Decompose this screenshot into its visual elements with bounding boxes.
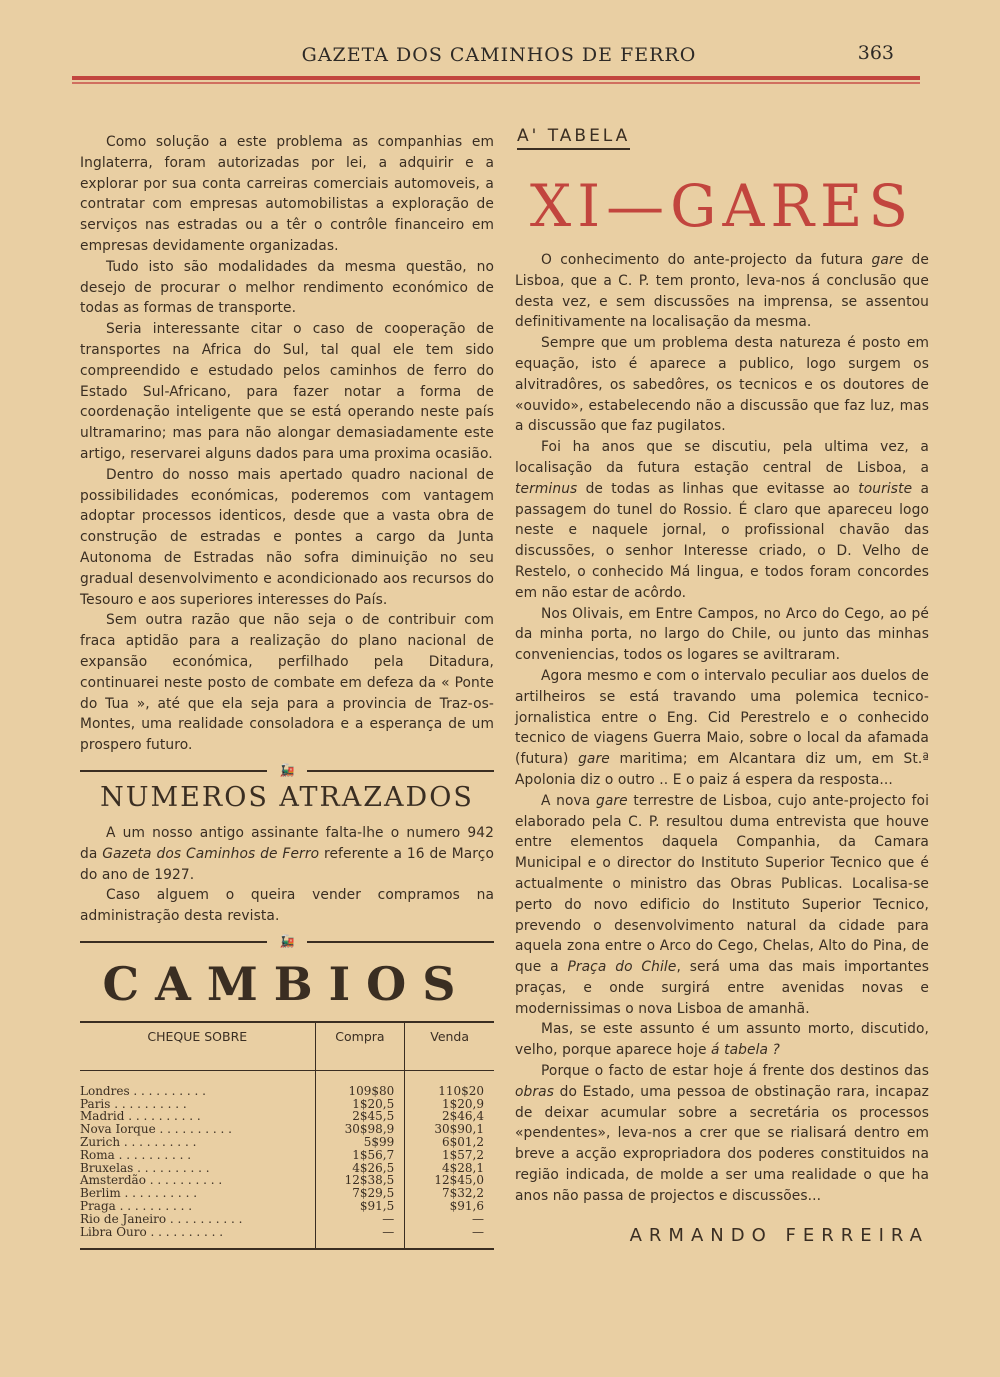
paragraph: Dentro do nosso mais apertado quadro nacional de possibilidades económicas, poderemos com vantagem adoptar processos identicos, desde que a vasta obra de construção de estradas e pontes a cargo da Junta Autonoma de Estradas não sofra diminuição no seu gradual desenvolvimento e acondicionado aos recursos do Tesouro e aos superiores interesses do País. (80, 466, 494, 608)
col-header-compra: Compra (315, 1022, 405, 1071)
paragraph: Seria interessante citar o caso de cooperação de transportes na Africa do Sul, tal qual ele tem sido compreendido e estudado pelos caminhos de ferro do Estado Sul-Africano, para fazer notar a forma de coordenação inteligente que se está operando neste país ultramarino; mas para não alongar demasiadamente este artigo, reservarei alguns dados para uma proxima ocasião. (80, 321, 494, 462)
venda-cell: 110$20 (405, 1085, 494, 1098)
section-divider (80, 764, 494, 778)
city-cell: Rio de Janeiro . . . . . . . . . . (80, 1211, 243, 1226)
header-rule-thin (72, 82, 920, 84)
city-cell: Paris . . . . . . . . . . (80, 1096, 187, 1111)
city-cell: Libra Ouro . . . . . . . . . . (80, 1224, 224, 1239)
paragraph: Sempre que um problema desta natureza é posto em equação, isto é aparece a publico, logo surgem os alvitradôres, os sabedôres, os tecnicos e os doutores de «ouvido», estabelecendo não a discussão que faz luz, mas a discussão que faz pugilatos. (515, 335, 929, 435)
author-signature: ARMANDO FERREIRA (629, 1224, 929, 1246)
header-rule (72, 76, 920, 80)
compra-cell: — (315, 1226, 405, 1239)
col-header-venda: Venda (405, 1022, 494, 1071)
city-cell: Praga . . . . . . . . . . (80, 1199, 193, 1214)
train-ornament-icon: 🚂 (267, 933, 307, 949)
city-cell: Madrid . . . . . . . . . . (80, 1109, 201, 1124)
city-cell: Roma . . . . . . . . . . (80, 1147, 192, 1162)
compra-cell: 109$80 (315, 1085, 405, 1098)
page-number: 363 (857, 42, 894, 64)
compra-cell: 1$20,5 (315, 1098, 405, 1111)
venda-cell: — (405, 1213, 494, 1226)
paragraph: Foi ha anos que se discutiu, pela ultima vez, a localisação da futura estação central de Lisboa, a terminus de todas as linhas que evitasse ao touriste a passagem do tunel do Rossio. É claro que apareceu logo neste e naquele jornal, o profissional chavão das discussões, o senhor Interesse criado, o D. Velho de Restelo, o conhecido Má lingua, e todos foram concordes em não estar de acôrdo. (515, 439, 929, 601)
paragraph: Mas, se este assunto é um assunto morto, discutido, velho, porque aparece hoje á tabela ? (515, 1021, 929, 1059)
compra-cell: $91,5 (315, 1200, 405, 1213)
venda-cell: 1$57,2 (405, 1149, 494, 1162)
right-column (515, 126, 929, 1246)
compra-cell: 4$26,5 (315, 1162, 405, 1175)
paragraph: Agora mesmo e com o intervalo peculiar aos duelos de artilheiros se está travando uma polemica tecnico-jornalistica entre o Eng. Cid Perestrelo e o conhecido tecnico de viagens Guerra Maio, sobre o local da afamada (futura) gare maritima; em Alcantara diz um, em St.ª Apolonia diz o outro .. E o paiz á espera da resposta... (515, 667, 929, 788)
venda-cell: 6$01,2 (405, 1136, 494, 1149)
venda-cell: 7$32,2 (405, 1187, 494, 1200)
cambios-heading: CAMBIOS (102, 956, 472, 1011)
paragraph: Como solução a este problema as companhias em Inglaterra, foram autorizadas por lei, a adquirir e a explorar por sua conta carreiras comerciais automoveis, a contratar com empresas automobilistas a exploração de serviços nas estradas ou a têr o contrôle financeiro em empresas devidamente organizadas. (80, 134, 494, 254)
venda-cell: $91,6 (405, 1200, 494, 1213)
publication-title: GAZETA DOS CAMINHOS DE FERRO (301, 44, 697, 66)
train-ornament-icon: 🚂 (267, 762, 307, 778)
compra-cell: 1$56,7 (315, 1149, 405, 1162)
compra-cell: — (315, 1213, 405, 1226)
city-cell: Londres . . . . . . . . . . (80, 1083, 206, 1098)
table-row (80, 1226, 494, 1239)
venda-cell: 30$90,1 (405, 1123, 494, 1136)
article-title: XI—GARES (529, 172, 915, 240)
city-cell: Zurich . . . . . . . . . . (80, 1135, 197, 1150)
compra-cell: 7$29,5 (315, 1187, 405, 1200)
venda-cell: 1$20,9 (405, 1098, 494, 1111)
venda-cell: 4$28,1 (405, 1162, 494, 1175)
left-column (80, 132, 494, 1250)
venda-cell: 12$45,0 (405, 1174, 494, 1187)
section-label: A' TABELA (517, 126, 630, 150)
compra-cell: 2$45,5 (315, 1110, 405, 1123)
paragraph: A um nosso antigo assinante falta-lhe o numero 942 da Gazeta dos Caminhos de Ferro referente a 16 de Março do ano de 1927. (80, 824, 495, 883)
city-cell: Amsterdão . . . . . . . . . . (80, 1173, 223, 1188)
numeros-atrazados-heading: NUMEROS ATRAZADOS (100, 781, 474, 813)
running-head (76, 42, 922, 70)
paragraph: Tudo isto são modalidades da mesma questão, no desejo de procurar o melhor rendimento económico de todas as formas de transporte. (80, 258, 494, 317)
compra-cell: 5$99 (315, 1136, 405, 1149)
paragraph: Nos Olivais, em Entre Campos, no Arco do Cego, ao pé da minha porta, no largo do Chile, ou junto das minhas conveniencias, todos os logares se aviltraram. (515, 605, 929, 664)
city-cell: Bruxelas . . . . . . . . . . (80, 1160, 210, 1175)
col-header-cheque: CHEQUE SOBRE (80, 1022, 315, 1071)
exchange-rates-table (80, 1021, 494, 1251)
paragraph: Caso alguem o queira vender compramos na administração desta revista. (80, 887, 494, 925)
section-divider (80, 935, 494, 949)
paragraph: O conhecimento do ante-projecto da futura gare de Lisboa, que a C. P. tem pronto, leva-nos á conclusão que desta vez, e sem discussões na imprensa, se assentou definitivamente na localisação da mesma. (515, 252, 929, 331)
compra-cell: 12$38,5 (315, 1174, 405, 1187)
city-cell: Berlim . . . . . . . . . . (80, 1186, 198, 1201)
city-cell: Nova Iorque . . . . . . . . . . (80, 1122, 232, 1137)
venda-cell: — (405, 1226, 494, 1239)
paragraph: Porque o facto de estar hoje á frente dos destinos das obras do Estado, uma pessoa de obstinação rara, incapaz de deixar acumular sobre a secretária os processos «pendentes», leva-nos a crer que se rialisará dentro em breve a acção expropriadora dos poderes constituidos na região indicada, de molde a ser uma realidade o que ha anos não passa de projectos e discussões... (515, 1063, 929, 1204)
paragraph: A nova gare terrestre de Lisboa, cujo ante-projecto foi elaborado pela C. P. resultou duma entrevista que houve entre elementos daquela Companhia, da Camara Municipal e o director do Instituto Superior Tecnico que é actualmente o ministro das Obras Publicas. Localisa-se perto do novo edificio do Instituto Superior Tecnico, prevendo o desenvolvimento natural da cidade para aquela zona entre o Arco do Cego, Chelas, Alto do Pina, de que a Praça do Chile, será uma das mais importantes praças, e onde surgirá entre avenidas novas e modernissimas o nova Lisboa de amanhã. (515, 792, 930, 1017)
venda-cell: 2$46,4 (405, 1110, 494, 1123)
paragraph: Sem outra razão que não seja o de contribuir com fraca aptidão para a realização do plano nacional de expansão económica, perfilhado pela Ditadura, continuarei neste posto de combate em defeza da « Ponte do Tua », até que ela seja para a provincia de Traz-os-Montes, uma realidade consoladora e a esperança de um prospero futuro. (80, 612, 494, 754)
compra-cell: 30$98,9 (315, 1123, 405, 1136)
